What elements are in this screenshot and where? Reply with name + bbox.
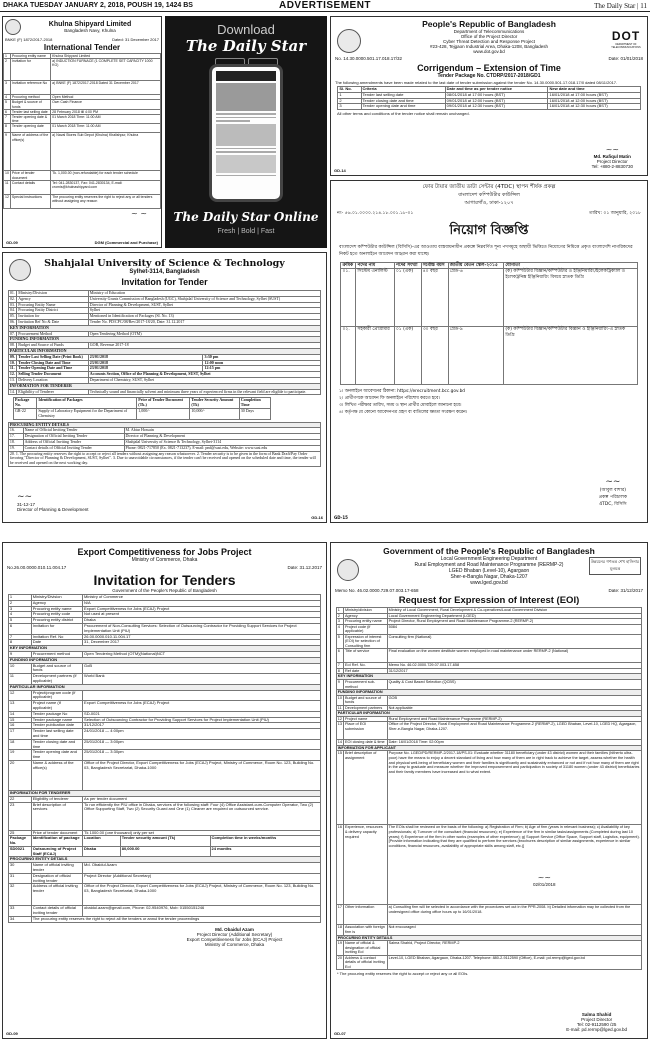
table-row: 14 EOI closing date & time Date: 16/01/2018 Time: 02:00pm — [336, 740, 642, 746]
signature: ~~ — [605, 145, 619, 154]
table-row: 5 Budget & source of funds Own Cash Finance — [4, 100, 161, 109]
table-row: 1 Ministry/Division Ministry of Commerce — [8, 595, 320, 601]
package-table — [13, 397, 271, 419]
table-row: 04. Procuring Entity District Sylhet — [8, 308, 320, 314]
table-header: Sl. No. Criteria Date and time as per tender notice New date and time — [338, 87, 640, 93]
table-row: 15 Brief description of assignment Purpose No. LGED/PD/RERMP-2/2017-18/PS-01: Evaluate whether 31180 beneficiary (under 43 district) women and their families (hitherto ultra-poor) have the means to enjoy a decent standard of living and how many of them are in right track to achieve the target, assess whether the health and physical well-being of beneficiary women and their families is significantly and sustainably enhanced or not and if not how many of them are right in the way to graduate and measure whether the improved empowerment and participation in society of 31180 women (under 43 district) beneficiaries and their family members have increased and to what extent. — [336, 751, 642, 825]
table-row: 9 Name of address of the office(s) a) Naval Stores Sub Depot (Khulna) Khalishpur, Khulna — [4, 133, 161, 171]
section-header: PARTICULAR INFORMATION — [8, 348, 320, 354]
table-row: 6 Invitation for Procurement of Non-Consulting Services: Selection of Outsourcing Contractor for Providing Support Services for Project Implementation Unit (PIU) — [8, 623, 320, 634]
section-header: INFORMATION FOR TENDERER — [8, 790, 320, 796]
table-row: 11 Contact details Tel: 041-2830137, Fax: 041-2830134, E-mail: cromis@khulnashipyard.com — [4, 180, 161, 194]
section-header: PARTICULAR INFORMATION — [336, 711, 642, 717]
note-item: ৪। কর্তৃপক্ষ যে কোনো আবেদনপত্র গ্রহণ বা বাতিলের ক্ষমতা সংরক্ষণ করেন। — [339, 410, 468, 416]
section-header: PROCURING ENTITY DETAILS — [8, 422, 320, 428]
table-row: 05. Invitation for Mentioned in Identification of Packages (Sl. No. 13) — [8, 314, 320, 320]
table-row: 10 Price of tender document Tk. 1,000.00 (non-refundable) for each tender schedule — [4, 171, 161, 180]
ad-code: GD-07 — [334, 1031, 346, 1036]
shipyard-emblem-icon — [5, 19, 21, 35]
signature: ~~ — [537, 873, 551, 882]
table-row: 17 Tender last selling date and time 24/01/2018 — 4:00pm — [8, 729, 320, 740]
table-row: 8 Date 31, December 2017 — [8, 640, 320, 646]
signatory: Salma Shahid — [581, 1012, 612, 1017]
table-row: 18 Association with foreign firm is Not encouraged — [336, 925, 642, 935]
table-row: 19 Tender opening date and time 25/01/2018 — 3:30pm — [8, 750, 320, 761]
ecjp-tender-ad — [2, 542, 327, 1039]
signatory-tel: Tel: 02-9112590 /25 — [576, 1022, 617, 1027]
date: Dated: 31 December 2017 — [112, 37, 159, 42]
table-row: 02. Agency University Grants Commission of Bangladesh (UGC), Shahjalal University of Science and Technology, Sylhet (SUST) — [8, 296, 320, 302]
table-row: ০২. সহকারী প্রোগ্রামার ০১ (এক) ৩০ বছর গ্রেড-৯ (ক) কম্পিউটার বিজ্ঞান/কম্পিউটার বিজ্ঞান ও ইঞ্জিনিয়ারিং-এ স্নাতক ডিগ্রি — [341, 327, 637, 385]
table-row: 7 Invitation Ref. No 26.00.0000.010.11.004.17 — [8, 634, 320, 640]
table-header: ক্রমিক পদের নাম পদের সংখ্যা সর্বোচ্চ বয়স জাতীয় বেতন স্কেল-২০১৫ যোগ্যতা — [341, 263, 637, 269]
org-sub: Bangladesh Navy, Khulna — [64, 28, 116, 33]
table-row: 14 Tender package No SD-0021 — [8, 711, 320, 717]
signature-block — [592, 145, 633, 169]
table-row: 32 Address of official inviting tender Office of the Project Director, Export Competitiveness for Jobs (ECAJ) Project, Ministry of Commerce, Room No. 123, Building No. 03, Bangladesh Secretariat, Dhaka-1000 — [8, 884, 320, 906]
section-header: PROCURING ENTITY DETAILS — [336, 935, 642, 941]
table-row: 10 Budget and source of funds GoB — [8, 663, 320, 674]
table-row: 11 Development partners (if applicable) World Bank — [8, 674, 320, 685]
gov-name: Government of the People's Republic of Bangladesh — [383, 546, 595, 556]
table-row: 8 Ref date 31/12/2017 — [336, 668, 642, 674]
table-row: 8 Tender opening date 01 March 2018 Time: 11:00 AM — [4, 124, 161, 133]
section-header: PARTICULAR INFORMATION — [8, 684, 320, 690]
section-header: FUNDING INFORMATION — [336, 690, 642, 696]
signatory: Md. Rafiqul Matin — [593, 154, 631, 159]
note-item: ১। অনলাইনে আবেদনের ঠিকানা: https://erecruitment.bcc.gov.bd — [339, 389, 466, 395]
table-row: 16 Experience, resources & delivery capacity required The EOIs shall be reviewed on the basis of the following: a) Registration of Firm; b) Age of firm (years in relevant business); c) Availability of key professionals; d) Turnover of the consultant (financial resources); e) Experience of the firm in similar tasks/assignments (Completed during last 10 years); f) Experience of the firm in other works (examples of other experience); g) Support Service (Office Space, Support staff, Logistics, equipment). [Provide information indicating that they are qualified to perform the services (brochures description of similar assignments, experience in similar conditions, financial resources, availability of appropriate skills among staff, etc.)] — [336, 825, 642, 905]
project-title: Export Competitiveness for Jobs Project — [77, 547, 252, 557]
table-row: 16 Tender publication date 31/12/2017 — [8, 723, 320, 729]
section-header: KEY INFORMATION — [8, 646, 320, 652]
address: #23-428, Tejgaon Industrial Area, Dhaka-1208, Bangladesh — [429, 44, 548, 49]
table-row: 10. Tender Closing Date and Time 23/01/2018 12:00 noon — [8, 360, 320, 366]
signatory-role: Project Director — [596, 159, 628, 164]
table-row: 16. Name of Official Inviting Tender M. Abtar Hossain — [8, 428, 320, 434]
dot-corrigendum-ad — [330, 16, 648, 176]
website: www.lged.gov.bd — [470, 580, 508, 586]
table-row: 1 Procuring entity name Khulna Shipyard Limited — [4, 54, 161, 59]
date: Date: 01/01/2018 — [608, 56, 643, 61]
signature-block — [599, 477, 627, 508]
table-row: 7 Tender opening date & time 01 March 2018 Time: 11:00 AM — [4, 114, 161, 123]
lged-logo-icon — [337, 559, 359, 581]
government-seal-icon — [337, 29, 361, 53]
table-row: 1 Tender last selling date 08/01/2018 at 17:00 hours (BST) 16/01/2018 at 17:00 hours (BST) — [338, 92, 640, 98]
ad-code: GD-16 — [311, 515, 323, 520]
intro-text: বাংলাদেশ কম্পিউটার কাউন্সিল (বিসিসি)-এর আওতায় বাস্তবায়নাধীন প্রকল্পে নিম্নবর্ণিত শূন্য পদসমূহে অস্থায়ী ভিত্তিতে নিয়োগের নিমিত্তে প্রকৃত বাংলাদেশি নাগরিকদের নিকট হতে অনলাইনে আবেদন আহ্বান করা যাচ্ছে। — [339, 245, 633, 257]
section-header: INFORMATION FOR TENDERER — [8, 383, 320, 389]
org-head: বাংলাদেশ কম্পিউটার কাউন্সিল — [458, 192, 520, 198]
table-row: GR-22 Supply of Laboratory Equipment for the Department of Chemistry 1,000/- 10,000/- 30 Days — [14, 408, 271, 419]
table-row: 6 Title of service Final evaluation on the women destitute women employed in road maintenance under RERMP-2 (National) — [336, 649, 642, 663]
note: All other terms and conditions of the tender notice shall remain unchanged. — [337, 111, 470, 117]
corrigendum-table — [337, 86, 640, 110]
ministry: Ministry of Commerce, Dhaka — [131, 557, 198, 563]
date: Date: 31/12/2017 — [608, 588, 643, 593]
table-row: 12 Project/program code (if applicable) — [8, 690, 320, 701]
project-head: ফোর টায়ার জাতীয় ডাটা সেন্টার (4TDC) স্থাপন শীর্ষক প্রকল্প — [422, 184, 556, 190]
table-row: 3 Invitation reference No a) BNKE (F) 1872/2017-2018 Dated 31 December 2017 — [4, 81, 161, 95]
table-row: 5 Expression of interest (EOI) for selection of Consulting firm Consulting firm (National) — [336, 634, 642, 649]
table-row: 07. Procurement Method Open Tendering Method (OTM) — [8, 331, 320, 337]
note-item: ২। প্রার্থীগণকে আবেদন ফি অনলাইনে পরিশোধ করতে হবে। — [339, 396, 440, 402]
table-row: 34 The procuring entity reserves the right to reject all the tenders or annul the tender proceedings — [8, 917, 320, 923]
table-row: 11 Development partners Not applicable — [336, 705, 642, 711]
table-row: 4 Procuring method Open Method — [4, 95, 161, 100]
signatory: DGM (Commercial and Purchase) — [94, 240, 158, 245]
table-row: 08. Budget and Source of Funds GOB, Revenue 2017-18 — [8, 343, 320, 349]
signature-block — [3, 927, 326, 947]
university-name: Shahjalal University of Science & Technology — [44, 258, 285, 269]
signature-block — [566, 1012, 627, 1032]
page-header — [0, 0, 650, 12]
table-row: 19 Name of official & designation of official inviting EoI Salma Shahid, Project Director, RERMP-2 — [336, 941, 642, 956]
table-row: 9 Procurement sub-method Quality & Cost Based Selection (QCBS) — [336, 680, 642, 690]
memo: Memo No. 46.02.0000.729.07.003.17-658 — [335, 588, 419, 593]
section-header: FUNDING INFORMATION — [8, 657, 320, 663]
ad-title: নিয়োগ বিজ্ঞপ্তি — [449, 223, 529, 238]
tender-table — [8, 594, 321, 923]
memo: BNKE (F) 1872/2017-2018 — [5, 37, 53, 42]
table-row: 6 Tender last selling date 28 February 2018 till 4:00 PM — [4, 109, 161, 114]
table-row: ০১. সিস্টেম এনালিস্ট ০১ (এক) ৪০ বছর গ্রেড-৬ (ক) কম্পিউটার বিজ্ঞান/কম্পিউটার ও ইঞ্জিনিয়ারিং/ইলেকট্রিক্যাল ও ইলেকট্রনিক্স ইঞ্জিনিয়ারিং বিষয়ে স্নাতক ডিগ্রি — [341, 269, 637, 327]
table-row: 23 Brief description of services To run efficiently the PIU office in Dhaka, services of the following staff: Four (4) Office Assistant-cum-Computer Operator, Two (2) Office Supporting Staff, Two (2) Security Guard and One (1) Cleaner are required on outsourced service. — [8, 802, 320, 830]
website: www.dot.gov.bd — [473, 49, 505, 54]
table-row: 12 Project name Rural Employment and Road Maintenance Programme (RERMP-2) — [336, 716, 642, 722]
ad-title: International Tender — [43, 43, 121, 52]
table-row: 2 Agency N/A — [8, 600, 320, 606]
table-row: 20. 1. The procuring entity reserves the right to accept or reject all tenders without assigning any reason whatsoever. 2. Tender security is to be given in the form of Bank Draft/Pay Order favoring "Director of Planning & Development, SUST, Sylhet". 3. Due to unavoidable circumstances, if the tender can't be received and opened on the scheduled date and time, the tender will be received and opened on the next working day. — [8, 451, 320, 466]
table-row: 3 Procuring entity name Export Competitiveness for Jobs (ECAJ) Project — [8, 606, 320, 612]
tender-table — [3, 53, 161, 209]
table-row: 20 Address & contact details of official inviting EoI Level-10, LGED Bhaban, Agargaon, Dhaka-1207. Telephone: 880-2-9112590 (Office), E-mail: pd.rermp@lged.gov.bd — [336, 955, 642, 970]
note-item: ৩। লিখিত পরীক্ষার তারিখ, সময় ও স্থান প্রার্থীর মোবাইলে জানানো হবে। — [339, 403, 462, 409]
section-header: INFORMATION FOR APPLICANT — [336, 745, 642, 751]
ad-title: Invitation for Tender — [121, 277, 208, 287]
table-row: 12 Special instructions The procuring entity reserves the right to reject any or all tenders without assigning any reason — [4, 194, 161, 208]
package-no: Tender Package No. CTDRP/2017-2018/GD1 — [437, 73, 541, 79]
signature-date: 31-12-17 — [17, 502, 36, 507]
slogan-stamp: উন্নয়নের গণতন্ত্র শেখ হাসিনার মূলমন্ত্র — [589, 557, 641, 575]
khulna-shipyard-ad — [2, 16, 162, 248]
table-row: 03. Procuring Entity Name Director of Planning & Development, SUST, Sylhet — [8, 302, 320, 308]
table-row: 13. Delivery Location Department of Chemistry, SUST, Sylhet — [8, 377, 320, 383]
ad-title: Invitation for Tenders — [93, 572, 236, 588]
office-name: Office of the Project Director — [460, 34, 518, 39]
table-row: 18. Address of Official Inviting Tender Shahjalal University of Science & Technology, Sylhet-3114 — [8, 439, 320, 445]
table-row: 13 Place of EOI submission Office of the Project Director, Rural Employment and Road Maintenance Programme-2 (RERMP-2), LGED Bhaban, Level-10, LGED HQ, Agargaon, Sher-e-Bangla Nagar, Dhaka-1207. — [336, 722, 642, 740]
section-header: KEY INFORMATION — [8, 325, 320, 331]
table-row: 18 Tender closing date and time 25/01/2018 — 3:00pm — [8, 739, 320, 750]
memo: নং- ৫৬.০১.০০০০.২১৪.১৮.০০১.১৮-০১ — [337, 211, 414, 216]
signatory-role: Director of Planning & Development — [17, 507, 89, 512]
city: Sher-e-Bangla Nagar, Dhaka-1207 — [450, 574, 528, 580]
dateline: DHAKA TUESDAY JANUARY 2, 2018, POUSH 19, 1424 BS — [3, 2, 193, 9]
table-row: 15 Tender package name Selection of Outsourcing Contractor for Providing Support Services for Project Implementation Unit (PIU) — [8, 717, 320, 723]
signature: ~~ — [17, 492, 33, 502]
org-name: Khulna Shipyard Limited — [48, 21, 132, 28]
section-header: FUNDING INFORMATION — [8, 337, 320, 343]
table-row: 12. Selling Tender Document Accounts Section, Office of the Planning & Development, SUST, Sylhet — [8, 372, 320, 378]
signature-stamp — [533, 873, 556, 887]
table-row: 7 EoI Ref. No. Memo No. 46.02.0000.729.07.003.17-658 — [336, 663, 642, 669]
sust-logo-icon — [9, 259, 31, 281]
masthead-page: The Daily Star | 11 — [594, 1, 647, 10]
table-header: Package No. Identification of package Location Tender security amount (Tk) Completion time in weeks/months — [8, 836, 320, 847]
entity-table — [8, 422, 321, 467]
signatory-role: Project Director (Additional Secretary) — [196, 931, 273, 937]
recruitment-table — [340, 262, 637, 385]
ad-code: GD-09 — [6, 240, 18, 245]
address: LGED Bhaban (Level-10), Agargaon — [448, 568, 530, 574]
ad-code: GD-15 — [334, 515, 348, 520]
table-row: 33 Contact details of official inviting tender obaidul.azam@gmail.com, Phone: 02-9540976, Mob: 01550151246 — [8, 906, 320, 917]
table-row: 19. Contact details of Official Inviting Tender Phone: 0821-717850 (Ex. 0821-713237), E-mail: pnd@sust.edu, Website: www.sust.edu — [8, 445, 320, 451]
signatory-org: 4TDC, বিসিসি — [599, 502, 627, 507]
signatory-mail: E-mail: pd.rermp@lged.gov.bd — [566, 1027, 627, 1032]
lged-eoi-ad — [330, 542, 648, 1039]
section-title: ADVERTISEMENT — [278, 0, 372, 11]
signature-date: 02/01/2018 — [533, 882, 556, 887]
table-row: 9 Procurement method Open Tendering Method (OTM)(National)NCT — [8, 651, 320, 657]
table-header: Package No. Identification of Packages Price of Tender Document (Tk.) Tender Security Amount (Tk) Completion Time — [14, 398, 271, 409]
daily-star-app-ad — [165, 16, 327, 248]
table-row: 20 Name & address of the office(s) Office of the Project Director, Export Competitiveness for Jobs (ECAJ) Project, Ministry of Commerce, Room No. 123, Building No. 03, Bangladesh Secretariat, Dhaka-1000 — [8, 760, 320, 790]
signatory-role: Project Director — [581, 1017, 613, 1022]
memo: No.26.00.0000.010.11.004.17 — [7, 565, 67, 570]
table-row: 22 Eligibility of tenderer As per tender document — [8, 796, 320, 802]
table-row: 3 Procuring entity name Project Director, Rural Employment and Road Maintenance Programme-2 (RERMP-2) — [336, 619, 642, 625]
tender-table — [8, 290, 321, 395]
table-row: 30 Name of official inviting tender Md. Obaidul Azam — [8, 863, 320, 874]
table-row: 17 Other information a) Consulting firm will be selected in accordance with the procedures set out in the PPR-2008. b) Detailed information may be collected from the undersigned office during office hours up to 16/01/2018. — [336, 905, 642, 925]
table-row: 2 Tender closing date and time 09/01/2018 at 12:00 hours (BST) 16/01/2018 at 12:00 hours (BST) — [338, 98, 640, 104]
signature-block — [17, 492, 89, 512]
signature: ~ ~ — [131, 208, 147, 218]
table-row: 09. Tender Last Selling Date (Print Book) 23/01/2018 3:30 pm — [8, 354, 320, 360]
table-row: 2 Agency Local Government Engineering Department (LGED) — [336, 613, 642, 619]
table-row: 11. Tender Opening Date and Time 23/01/2018 12:15 pm — [8, 366, 320, 372]
table-row: 4 Procuring entity code Not used at present — [8, 612, 320, 618]
table-row: 25 Price of tender document Tk 1000.00 (one thousand) only per set — [8, 830, 320, 836]
memo: No. 14.30.0000.501.17.018.17/32 — [335, 56, 403, 61]
table-row: SD0021 Outsourcing of Project Staff (ECAJ) Dhaka 80,000.00 24 months — [8, 846, 320, 857]
ad-title: Request for Expression of Interest (EOI) — [398, 595, 580, 606]
university-address: Sylhet-3114, Bangladesh — [129, 269, 200, 275]
date: তারিখ: ০১ জানুয়ারি, ২০১৮ — [589, 211, 641, 216]
table-row: 4 Project code (if applicable) 5084 — [336, 624, 642, 634]
signatory: (আবুল বাশার) — [599, 488, 627, 493]
dept-name: Local Government Engineering Department — [440, 556, 538, 562]
note: * The procuring entity reserves the right to accept or reject any or all EOIs. — [337, 971, 469, 977]
bcc-recruitment-ad — [330, 180, 648, 523]
address-head: আগারগাঁও, ঢাকা-১২০৭ — [464, 200, 514, 206]
intro-text: The following amendments have been made related to the last date of tender submission against the tender No. 14.30.0000.501.17.018.17/0 dated 08/11/2017. — [335, 80, 618, 85]
section-header: KEY INFORMATION — [336, 674, 642, 680]
dot-logo-icon: DOT DEPARTMENT OF TELECOMMUNICATIONS — [611, 29, 641, 49]
signatory-role: প্রকল্প পরিচালক — [598, 495, 627, 500]
gov-name: People's Republic of Bangladesh — [422, 19, 556, 29]
table-row: 31 Designation of official inviting tender Project Director (Additional Secretary) — [8, 873, 320, 884]
signatory-org: Export Competitiveness for Jobs (ECAJ) Project — [186, 936, 283, 942]
gov-name: Government of the People's Republic of Bangladesh — [112, 588, 217, 593]
table-row: 14. Eligibility of Tenderer Technically sound and financially solvent and minimum three years of experienced firms in the relevant field are eligible to participate. — [8, 389, 320, 395]
table-row: 1 Ministry/division Ministry of Local Government, Rural Development & Co-operatives/Local Government Division — [336, 608, 642, 614]
table-row: 01. Ministry/Division Ministry of Education — [8, 291, 320, 297]
download-label: Download — [217, 22, 275, 37]
table-row: 5 Procuring entity district Dhaka — [8, 618, 320, 624]
signatory: Md. Obaidul Azam — [215, 926, 254, 932]
sust-tender-ad — [2, 252, 327, 523]
eoi-table — [336, 607, 643, 970]
ad-code: GD-09 — [6, 1031, 18, 1036]
ad-code: GD-14 — [334, 168, 346, 173]
table-row: 10 Budget and source of funds GOB — [336, 695, 642, 705]
brand-name: The Daily Star — [185, 37, 307, 55]
dept-name: Department of Telecommunications — [453, 29, 525, 34]
programme-name: Rural Employment and Road Maintenance Programme (RERMP-2) — [414, 562, 564, 568]
phone-mockup-icon — [209, 64, 283, 202]
table-row: 3 Tender opening date and time 09/01/2018 at 12:30 hours (BST) 16/01/2018 at 12:30 hours (BST) — [338, 104, 640, 110]
tagline: Fresh | Bold | Fast — [217, 228, 275, 235]
table-row: 13 Project name (if applicable) Export Competitiveness for Jobs (ECAJ) Project — [8, 701, 320, 712]
table-row: 2 Invitation for a) INDUCTION FURNACE (1 COMPLETE SET CAPACITY 1000 KG) — [4, 59, 161, 81]
signature: ~~ — [605, 477, 621, 487]
project-name: Cyber Threat Detection and Response Project — [443, 39, 535, 44]
ad-title: Corrigendum – Extension of Time — [417, 63, 561, 73]
section-header: PROCURING ENTITY DETAILS — [8, 857, 320, 863]
date: Date: 31.12.2017 — [287, 565, 322, 570]
signatory-ministry: Ministry of Commerce, Dhaka — [204, 941, 265, 947]
table-row: 06. Invitation Ref No & Date Tender No. PD/CPC/08/Rev/2017-18/20, Date: 31.12.2017 — [8, 319, 320, 325]
table-row: 17. Designation of Official Inviting Tender Director of Planning & Development — [8, 434, 320, 440]
signatory-tel: Tel: +880-2-8830730 — [591, 164, 633, 169]
online-brand: The Daily Star Online — [173, 210, 319, 224]
